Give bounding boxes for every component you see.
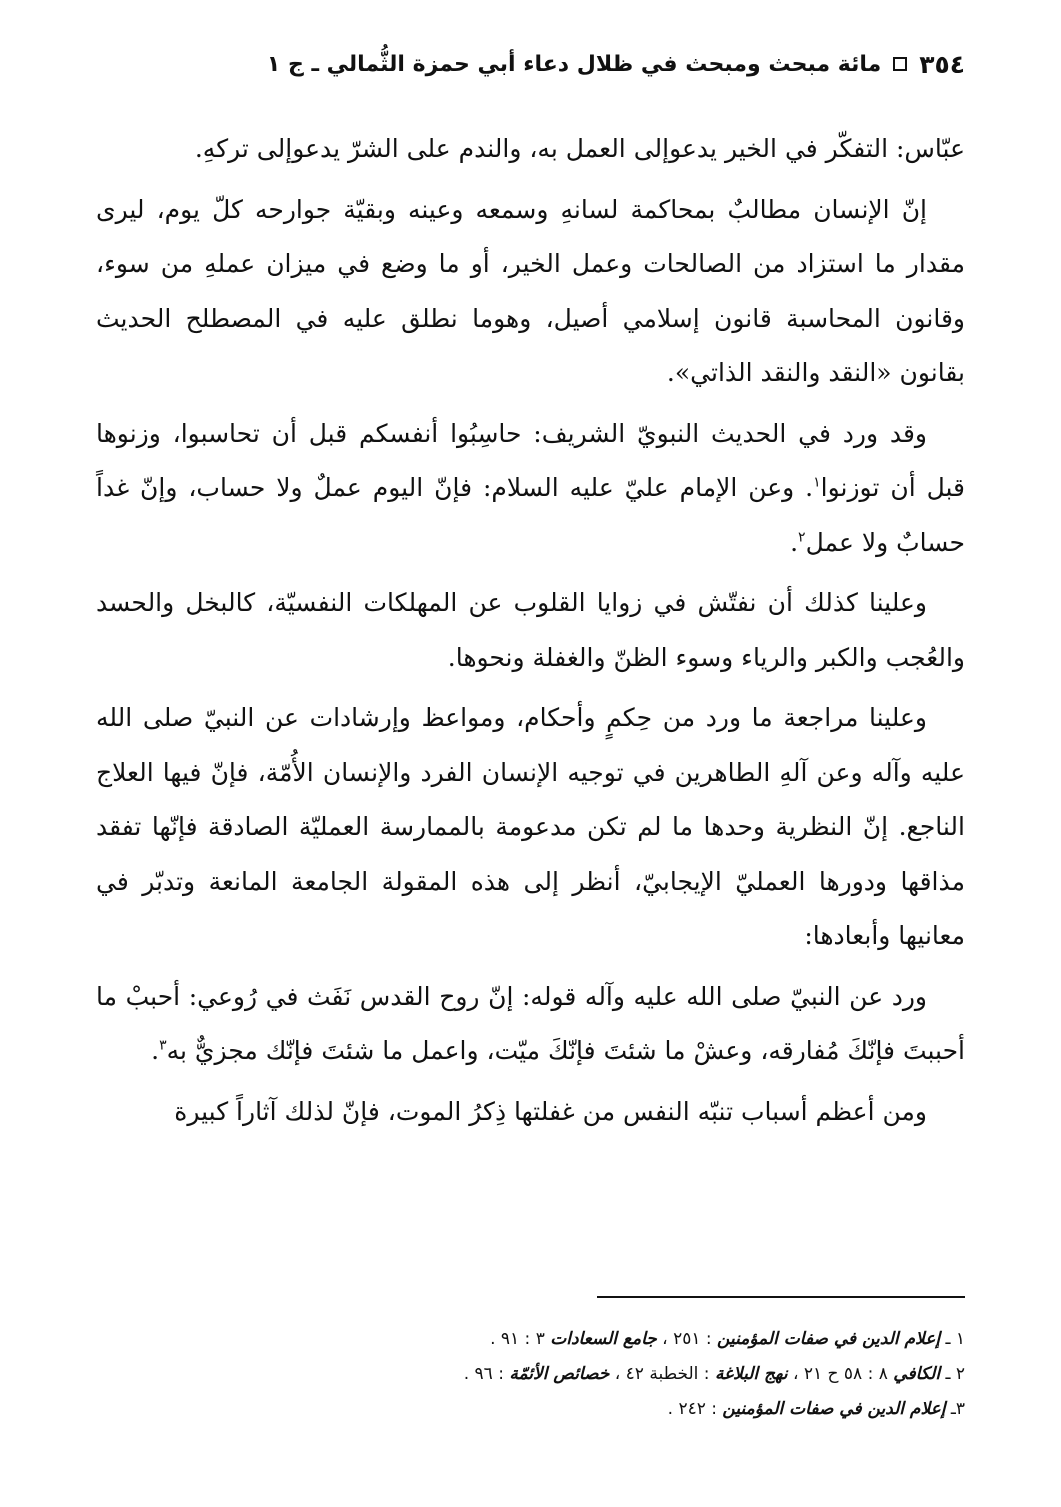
- paragraph-text: .: [151, 1036, 160, 1065]
- footnote-marker[interactable]: ٣: [159, 1037, 167, 1054]
- footnote: [96, 1392, 965, 1427]
- footnote-number: ٢ ـ: [945, 1364, 965, 1384]
- footnote-ref: : ٩٦ .: [463, 1364, 504, 1384]
- running-header: [96, 44, 965, 84]
- footnote-source: جامع السعادات: [550, 1329, 657, 1349]
- footnote-source: الكافي: [893, 1364, 941, 1384]
- footnote: [96, 1357, 965, 1392]
- paragraph: وعلينا مراجعة ما ورد من حِكمٍ وأحكام، ومواعظ وإرشادات عن النبيّ صلى الله عليه وآله وعن آلهِ الطاهرين في توجيه الإنسان الفرد والإنسان الأُمّة، فإنّ فيها العلاج الناجع. إنّ النظرية وحدها ما لم تكن مدعومة بالممارسة العمليّة الصادقة فإنّها تفقد مذاقها ودورها العمليّ الإيجابيّ، أنظر إلى هذه المقولة الجامعة المانعة وتدبّر في معانيها وأبعادها:: [96, 703, 965, 950]
- footnote-source: نهج البلاغة: [714, 1364, 788, 1384]
- paragraph-text: وقد ورد في الحديث النبويّ الشريف: حاسِبُوا أنفسكم قبل أن تحاسبوا، وزنوها قبل أن توزنوا: [96, 418, 965, 502]
- footnote-source: إعلام الدين في صفات المؤمنين: [717, 1329, 941, 1349]
- paragraph: وعلينا كذلك أن نفتّش في زوايا القلوب عن المهلكات النفسيّة، كالبخل والحسد والعُجب والكبر والرياء وسوء الظنّ والغفلة ونحوها.: [96, 588, 965, 672]
- footnote: [96, 1322, 965, 1357]
- footnote-number: ٣ـ: [950, 1399, 965, 1419]
- footnote-marker[interactable]: ١: [813, 474, 821, 491]
- paragraph: [96, 970, 965, 1079]
- footnote-divider: [597, 1296, 965, 1298]
- square-ornament-icon: [893, 57, 907, 71]
- page-number: ٣٥٤: [919, 49, 965, 79]
- paragraph-text: .: [790, 527, 799, 557]
- footnote-number: ١ ـ: [945, 1329, 965, 1349]
- footnote-ref: : ٢٥١ ،: [662, 1329, 712, 1349]
- book-title: مائة مبحث ومبحث في ظلال دعاء أبي حمزة الثُّمالي ـ ج ١: [266, 51, 882, 77]
- paragraph-text: . وعن الإمام عليّ عليه السلام: فإنّ اليوم عملٌ ولا حساب، وإنّ غداً حسابٌ ولا عمل: [96, 473, 965, 557]
- footnote-ref: : ٢٤٢ .: [667, 1399, 718, 1419]
- footnote-source: إعلام الدين في صفات المؤمنين: [722, 1399, 946, 1419]
- footnote-source: خصائص الأئمّة: [509, 1364, 610, 1384]
- footnote-marker[interactable]: ٢: [798, 529, 806, 546]
- footnote-ref: : الخطبة ٤٢ ،: [614, 1364, 710, 1384]
- paragraph: [96, 407, 965, 571]
- footnote-ref: ٨ : ٥٨ ح ٢١ ،: [792, 1364, 888, 1384]
- paragraph-text: ورد عن النبيّ صلى الله عليه وآله قوله: إنّ روح القدس نَفَث في رُوعي: أحببْ ما أحببتَ فإنّكَ مُفارقه، وعشْ ما شئتَ فإنّكَ ميّت، واعمل ما شئتَ فإنّك مجزيٌّ به: [96, 981, 965, 1065]
- paragraph: إنّ الإنسان مطالبٌ بمحاكمة لسانهِ وسمعه وعينه وبقيّة جوارحه كلّ يوم، ليرى مقدار ما استزاد من الصالحات وعمل الخير، أو ما وضع في ميزان عملهِ من سوء، وقانون المحاسبة قانون إسلامي أصيل، وهوما نطلق عليه في المصطلح الحديث بقانون «النقد والنقد الذاتي».: [96, 194, 965, 387]
- paragraph: ومن أعظم أسباب تنبّه النفس من غفلتها ذِكرُ الموت، فإنّ لذلك آثاراً كبيرة: [174, 1096, 927, 1126]
- footnotes: [96, 1322, 965, 1427]
- footnote-ref: ٣ : ٩١ .: [490, 1329, 545, 1349]
- body-text: [96, 122, 965, 1145]
- paragraph: عبّاس: التفكّر في الخير يدعوإلى العمل به، والندم على الشرّ يدعوإلى تركهِ.: [194, 134, 965, 163]
